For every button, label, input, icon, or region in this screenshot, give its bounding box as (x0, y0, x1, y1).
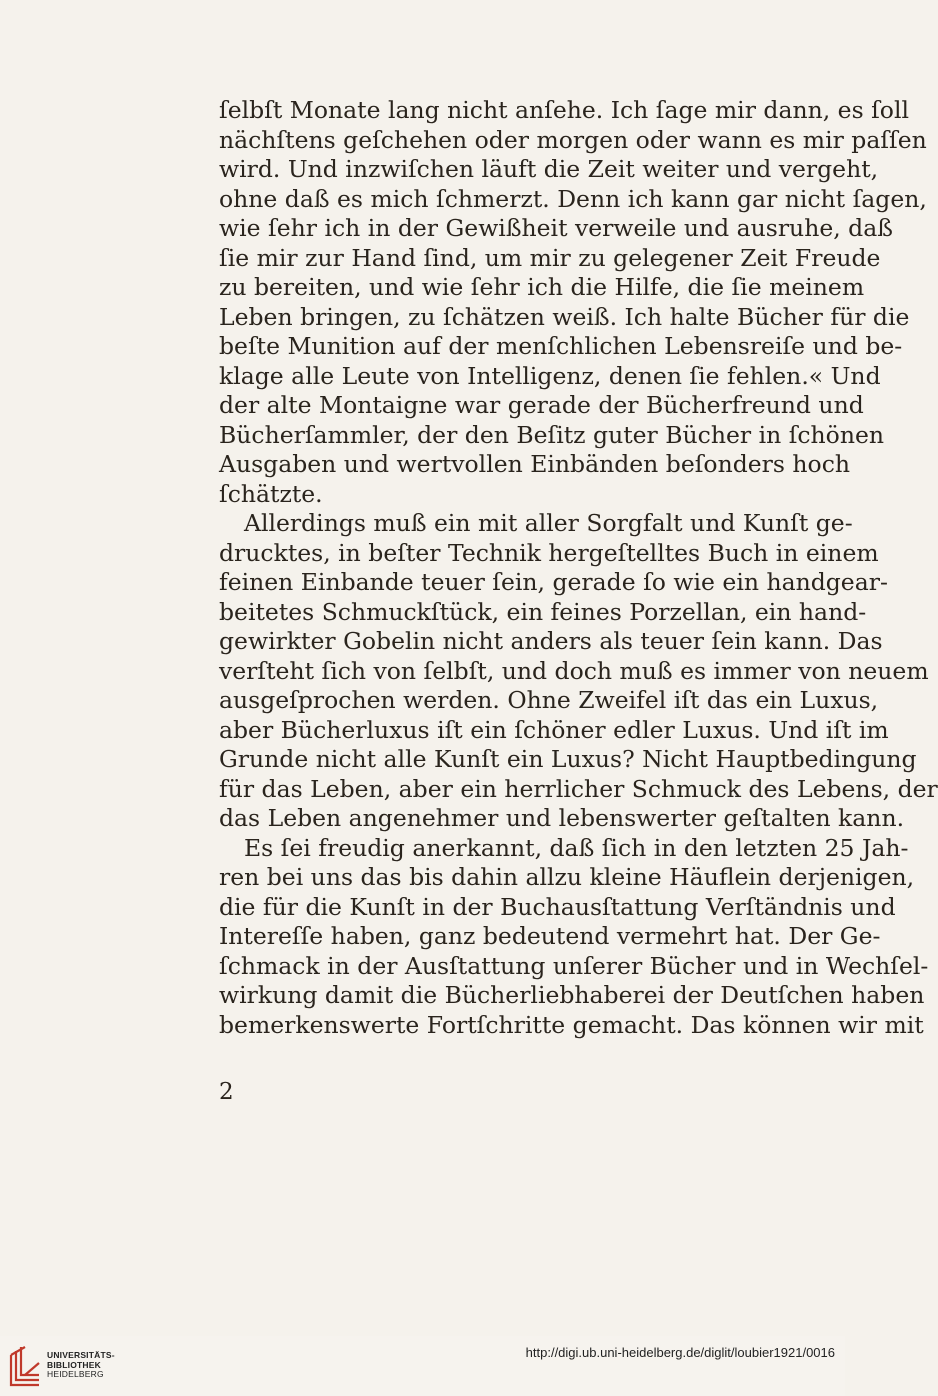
text-line: ausgeſprochen werden. Ohne Zweifel iſt das ein Luxus, (219, 686, 879, 714)
logo-line-2: BIBLIOTHEK (47, 1359, 101, 1370)
text-line: die für die Kunſt in der Buchausſtattung Verſtändnis und (219, 892, 896, 921)
text-line: ſchätzte. (219, 479, 323, 508)
text-line: Ausgaben und wertvollen Einbänden beſonders hoch (219, 450, 851, 478)
text-line: der alte Montaigne war gerade der Bücherfreund und (219, 391, 864, 419)
text-line: für das Leben, aber ein herrlicher Schmuck des Lebens, der (219, 774, 938, 803)
library-footer (0, 1336, 845, 1396)
logo-line-1: UNIVERSITÄTS- (47, 1350, 115, 1360)
text-line: aber Bücherluxus iſt ein ſchöner edler Luxus. Und iſt im (219, 715, 889, 744)
text-line: ſchmack in der Ausſtattung unſerer Bücher und in Wechſel- (219, 951, 929, 980)
source-url-link[interactable]: http://digi.ub.uni-heidelberg.de/diglit/loubier1921/0016 (525, 1345, 835, 1360)
text-line: wirkung damit die Bücherliebhaberei der Deutſchen haben (219, 981, 925, 1009)
text-line: Es ſei freudig anerkannt, daß ſich in den letzten 25 Jah- (244, 833, 909, 862)
text-line: klage alle Leute von Intelligenz, denen ſie fehlen.« Und (219, 361, 881, 390)
text-line: Intereſſe haben, ganz bedeutend vermehrt hat. Der Ge- (219, 922, 881, 950)
page-number: 2 (219, 1079, 234, 1105)
text-line: ohne daß es mich ſchmerzt. Denn ich kann gar nicht ſagen, (219, 184, 927, 213)
text-line: gewirkter Gobelin nicht anders als teuer ſein kann. Das (219, 627, 883, 655)
text-line: zu bereiten, und wie ſehr ich die Hilfe, die ſie meinem (219, 273, 865, 301)
text-line: verſteht ſich von ſelbſt, und doch muß es immer von neuem (219, 656, 929, 685)
text-line: ren bei uns das bis dahin allzu kleine Häuflein derjenigen, (219, 863, 915, 891)
logo-line-3: HEIDELBERG (47, 1369, 104, 1379)
text-line: nächſtens geſchehen oder morgen oder wann es mir paſſen (219, 125, 927, 154)
text-line: das Leben angenehmer und lebenswerter geſtalten kann. (219, 804, 905, 832)
library-logo-text (47, 1351, 115, 1380)
text-line: bemerkenswerte Fortſchritte gemacht. Das können wir mit (219, 1010, 924, 1039)
text-line: feinen Einbande teuer ſein, gerade ſo wie ein handgear- (219, 568, 888, 596)
text-line: wie ſehr ich in der Gewißheit verweile und ausruhe, daß (219, 214, 893, 242)
text-line: ſie mir zur Hand ſind, um mir zu gelegener Zeit Freude (219, 243, 881, 272)
library-logo-icon (8, 1345, 42, 1387)
text-line: wird. Und inzwiſchen läuft die Zeit weiter und vergeht, (219, 155, 879, 183)
text-line: beſte Munition auf der menſchlichen Lebensreiſe und be- (219, 332, 903, 360)
text-line: Leben bringen, zu ſchätzen weiß. Ich halte Bücher für die (219, 302, 910, 331)
text-line: Bücherſammler, der den Beſitz guter Bücher in ſchönen (219, 420, 885, 449)
body-text (219, 96, 938, 1040)
text-line: ſelbſt Monate lang nicht anſehe. Ich ſage mir dann, es ſoll (219, 96, 909, 124)
text-line: Grunde nicht alle Kunſt ein Luxus? Nicht Hauptbedingung (219, 745, 917, 773)
text-line: Allerdings muß ein mit aller Sorgfalt und Kunſt ge- (244, 509, 853, 537)
text-line: beitetes Schmuckſtück, ein feines Porzellan, ein hand- (219, 597, 867, 626)
text-line: drucktes, in beſter Technik hergeſtelltes Buch in einem (219, 538, 879, 567)
